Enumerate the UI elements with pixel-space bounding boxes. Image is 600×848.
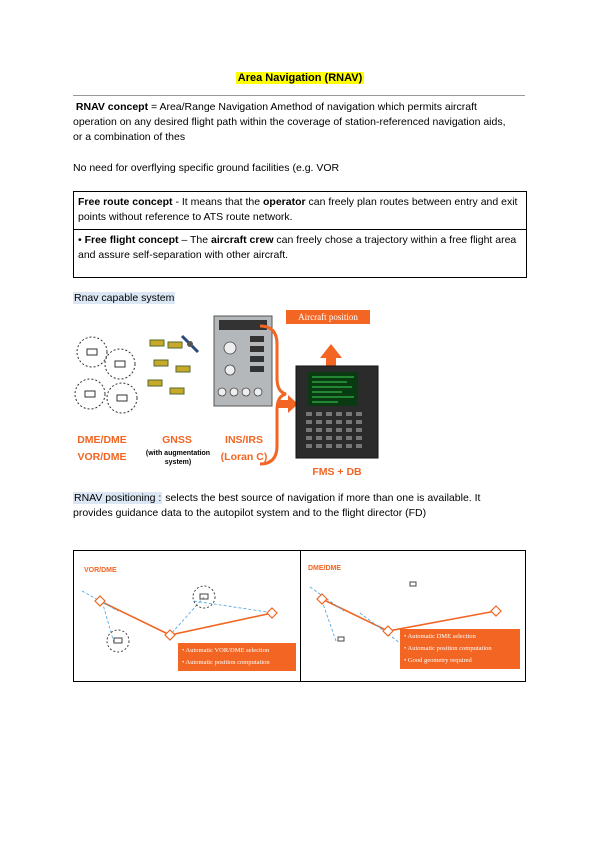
vor-dme-legend-item: • Automatic VOR/DME selection: [182, 647, 270, 654]
vor-dme-legend: [178, 643, 296, 671]
gnss-label: GNSS: [162, 434, 192, 446]
dme-dme-panel-title: DME/DME: [308, 565, 342, 572]
ins-panel-icon: [214, 316, 272, 406]
rnav-capable-heading: [73, 291, 513, 306]
free-route-text1: - It means that the: [172, 196, 263, 208]
dme-dme-legend: [400, 629, 520, 669]
satellites-icon: [148, 336, 198, 394]
loran-label: (Loran C): [220, 451, 268, 463]
free-flight-prefix: •: [78, 234, 85, 246]
free-flight-text1: – The: [178, 234, 212, 246]
free-flight-cell: [74, 229, 526, 277]
vor-dme-label: VOR/DME: [77, 451, 127, 463]
free-flight-bold: aircraft crew: [211, 234, 274, 246]
dme-dme-label: DME/DME: [77, 434, 127, 446]
title-divider: [73, 95, 525, 96]
rnav-positioning-text: selects the best source of navigation if more than one is available. It provides guidance data to the autopilot system and to the flight director (FD): [73, 492, 481, 519]
rnav-system-diagram: [72, 308, 382, 484]
rnav-positioning-paragraph: [73, 491, 523, 521]
fms-unit-icon: [296, 366, 378, 458]
free-route-text2: can freely plan routes between entry and exit points without reference to ATS route network.: [78, 196, 518, 223]
free-route-cell: [74, 192, 526, 229]
free-route-term: Free route concept: [78, 196, 173, 208]
page-title: [0, 72, 600, 84]
vor-dme-panel-title: VOR/DME: [84, 567, 117, 574]
free-flight-text2: can freely chose a trajectory within a free flight area and assure self-separation with other aircraft.: [78, 234, 517, 261]
dme-dme-legend-item: • Good geometry required: [404, 657, 472, 664]
vor-dme-legend-item: • Automatic position computation: [182, 659, 270, 666]
dme-dme-panel: [300, 550, 526, 682]
title-text: Area Navigation (RNAV): [237, 72, 363, 84]
aircraft-position-box: Aircraft position: [286, 310, 370, 324]
rnav-concept-text: = Area/Range Navigation Amethod of navigation which permits aircraft operation on any desired flight path within the coverage of station-referenced navigation aids, or a combination of thes: [73, 101, 506, 143]
gnss-note-line1: (with augmentation: [145, 450, 211, 457]
dme-dme-legend-item: • Automatic position computation: [404, 645, 492, 652]
free-flight-term: Free flight concept: [84, 234, 179, 246]
ins-irs-label: INS/IRS: [225, 434, 263, 446]
rnav-positioning-term: RNAV positioning :: [74, 492, 162, 504]
gnss-note-line2: system): [164, 459, 192, 466]
fms-db-label: FMS + DB: [312, 466, 362, 478]
dme-dme-legend-item: • Automatic DME selection: [404, 633, 476, 640]
free-route-bold: operator: [263, 196, 306, 208]
dme-vor-stations-icon: [75, 337, 137, 413]
rnav-concept-paragraph: [73, 100, 513, 145]
rnav-capable-label: Rnav capable system: [74, 292, 175, 304]
no-need-paragraph: No need for overflying specific ground facilities (e.g. VOR: [73, 162, 340, 174]
vor-dme-panel: [73, 550, 301, 682]
concept-table: [73, 191, 527, 278]
rnav-concept-term: RNAV concept: [75, 101, 149, 113]
